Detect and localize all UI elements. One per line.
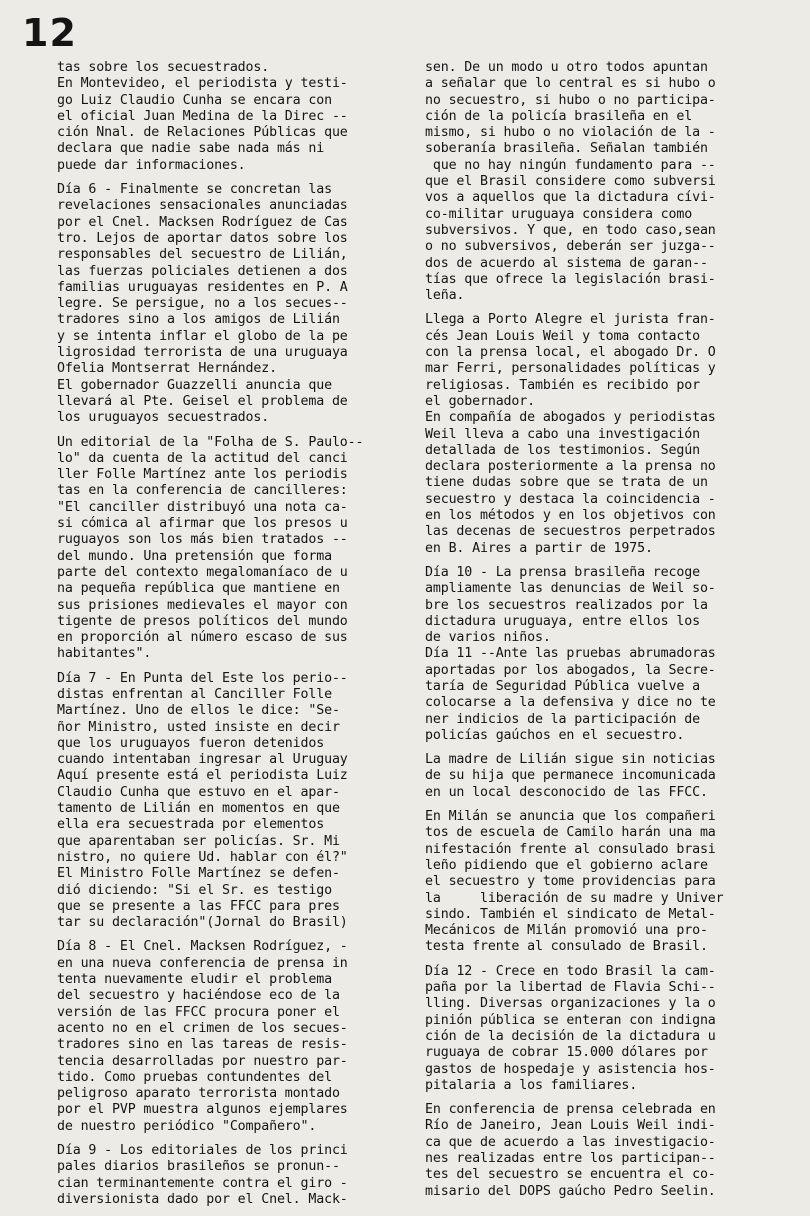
- text-line: bre los secuestros realizados por la: [425, 597, 708, 613]
- text-line: Un editorial de la "Folha de S. Paulo--: [57, 434, 364, 450]
- text-line: Mecánicos de Milán promovió una pro-: [425, 923, 708, 939]
- text-line: En Montevideo, el periodista y testi-: [57, 76, 348, 92]
- text-line: ñor Ministro, usted insiste en decir: [57, 719, 340, 735]
- text-line: de varios niños.: [425, 630, 551, 646]
- text-line: Día 9 - Los editoriales de los princi: [57, 1143, 348, 1158]
- text-line: tigente de presos políticos del mundo: [57, 613, 348, 629]
- text-line: revelaciones sensacionales anunciadas: [57, 198, 348, 214]
- text-line: los uruguayos secuestrados.: [57, 410, 270, 426]
- text-line: ruguayos son los más bien tratados --: [57, 532, 348, 548]
- text-line: ción de la policía brasileña en el: [425, 108, 693, 124]
- text-line: paña por la libertad de Flavia Schi--: [425, 980, 716, 996]
- text-line: en proporción al número escaso de sus: [57, 630, 348, 646]
- text-line: cuando intentaban ingresar al Uruguay: [57, 752, 348, 768]
- text-line: pales diarios brasileños se pronun--: [57, 1159, 340, 1175]
- text-line: versión de las FFCC procura poner el: [57, 1004, 340, 1020]
- text-line: distas enfrentan al Canciller Folle: [57, 686, 332, 702]
- paragraph: [425, 964, 770, 1094]
- text-line: tiene dudas sobre que se trata de un: [425, 475, 708, 491]
- text-line: El Ministro Folle Martínez se defen-: [57, 866, 340, 882]
- text-line: taría de Seguridad Pública vuelve a: [425, 678, 700, 694]
- paragraph: [57, 60, 395, 174]
- text-line: que los uruguayos fueron detenidos: [57, 735, 325, 751]
- text-line: sen. De un modo u otro todos apuntan: [425, 60, 708, 75]
- text-line: por el Cnel. Macksen Rodríguez de Cas: [57, 214, 348, 230]
- text-line: tes del secuestro se encuentra el co-: [425, 1167, 716, 1183]
- text-line: El gobernador Guazzelli anuncia que: [57, 377, 332, 393]
- text-line: en un local desconocido de las FFCC.: [425, 784, 708, 800]
- text-line: en los métodos y en los objetivos con: [425, 508, 716, 524]
- text-line: La madre de Lilián sigue sin noticias: [425, 752, 716, 768]
- text-line: nifestación frente al consulado brasi: [425, 841, 716, 857]
- text-line: ner indicios de la participación de: [425, 711, 700, 727]
- text-line: tar su declaración"(Jornal do Brasil): [57, 915, 348, 931]
- text-line: Claudio Cunha que estuvo en el apar-: [57, 784, 340, 800]
- text-line: tas sobre los secuestrados.: [57, 60, 270, 75]
- text-line: diversionista dado por el Cnel. Mack-: [57, 1191, 348, 1207]
- text-line: lling. Diversas organizaciones y la o: [425, 996, 716, 1012]
- text-line: mismo, si hubo o no violación de la -: [425, 125, 716, 141]
- text-line: colocarse a la defensiva y dice no te: [425, 695, 716, 711]
- text-line: testa frente al consulado de Brasil.: [425, 939, 708, 955]
- text-line: na pequeña república que mantiene en: [57, 581, 340, 597]
- text-line: gastos de hospedaje y asistencia hos-: [425, 1061, 716, 1077]
- text-line: puede dar informaciones.: [57, 157, 246, 173]
- text-line: ca que de acuerdo a las investigacio-: [425, 1134, 716, 1150]
- text-line: tías que ofrece la legislación brasi-: [425, 271, 716, 287]
- text-line: ción Nnal. de Relaciones Públicas que: [57, 125, 348, 141]
- text-line: sus prisiones medievales el mayor con: [57, 597, 348, 613]
- text-line: tido. Como pruebas contundentes del: [57, 1069, 332, 1085]
- text-line: responsables del secuestro de Lilián,: [57, 247, 348, 263]
- text-line: cés Jean Louis Weil y toma contacto: [425, 328, 700, 344]
- text-line: Día 11 --Ante las pruebas abrumadoras: [425, 646, 716, 662]
- text-line: cian terminantemente contra el giro -: [57, 1175, 348, 1191]
- paragraph: [57, 182, 395, 426]
- text-line: sindo. También el sindicato de Metal-: [425, 906, 716, 922]
- text-line: ella era secuestrada por elementos: [57, 817, 325, 833]
- left-column: [57, 60, 395, 1216]
- paragraph: [425, 1102, 770, 1200]
- page-number: 12: [22, 11, 77, 55]
- paragraph: [57, 939, 395, 1135]
- paragraph: [425, 565, 770, 744]
- text-line: parte del contexto megalomaníaco de u: [57, 564, 348, 580]
- text-line: leña.: [425, 288, 465, 304]
- paragraph: [425, 752, 770, 801]
- text-line: nistro, no quiere Ud. hablar con él?": [57, 849, 348, 865]
- text-line: policías gaúchos en el secuestro.: [425, 727, 685, 743]
- text-line: ligrosidad terrorista de una uruguaya: [57, 345, 348, 361]
- text-line: Llega a Porto Alegre el jurista fran-: [425, 312, 716, 328]
- text-line: el oficial Juan Medina de la Direc --: [57, 108, 348, 124]
- text-line: el gobernador.: [425, 393, 535, 409]
- text-line: peligroso aparato terrorista montado: [57, 1086, 340, 1102]
- text-line: declara posteriormente a la prensa no: [425, 459, 716, 475]
- text-line: detallada de los testimonios. Según: [425, 442, 700, 458]
- text-line: declara que nadie sabe nada más ni: [57, 141, 325, 157]
- text-line: tenta nuevamente eludir el problema: [57, 972, 332, 988]
- text-line: Weil lleva a cabo una investigación: [425, 426, 700, 442]
- text-line: Día 7 - En Punta del Este los perio--: [57, 670, 348, 686]
- text-line: de su hija que permanece incomunicada: [425, 768, 716, 784]
- text-line: pinión pública se enteran con indigna: [425, 1012, 716, 1028]
- paragraph: [57, 671, 395, 932]
- text-line: por el PVP muestra algunos ejemplares: [57, 1102, 348, 1118]
- text-line: Día 6 - Finalmente se concretan las: [57, 182, 332, 198]
- paragraph: [425, 60, 770, 304]
- paragraph: [57, 1143, 395, 1208]
- text-line: soberanía brasileña. Señalan también: [425, 141, 708, 157]
- text-line: tas en la conferencia de cancilleres:: [57, 483, 348, 499]
- text-line: Río de Janeiro, Jean Louis Weil indi-: [425, 1118, 716, 1134]
- text-line: Día 8 - El Cnel. Macksen Rodríguez, -: [57, 939, 348, 955]
- text-line: tro. Lejos de aportar datos sobre los: [57, 230, 348, 246]
- text-line: llevará al Pte. Geisel el problema de: [57, 393, 348, 409]
- text-line: que el Brasil considere como subversi: [425, 174, 716, 190]
- text-line: ller Folle Martínez ante los periodis: [57, 467, 348, 483]
- text-line: del mundo. Una pretensión que forma: [57, 548, 332, 564]
- text-line: Aquí presente está el periodista Luiz: [57, 768, 348, 784]
- right-column: [425, 60, 770, 1208]
- text-line: o no subversivos, deberán ser juzga--: [425, 239, 716, 255]
- text-line: habitantes".: [57, 646, 152, 662]
- text-line: del secuestro y haciéndose eco de la: [57, 988, 340, 1004]
- text-line: legre. Se persigue, no a los secues--: [57, 296, 348, 312]
- text-line: que aparentaban ser policías. Sr. Mi: [57, 833, 340, 849]
- text-line: dictadura uruguaya, entre ellos los: [425, 613, 700, 629]
- text-line: tamento de Lilián en momentos en que: [57, 801, 340, 817]
- text-line: en una nueva conferencia de prensa in: [57, 955, 348, 971]
- text-line: ampliamente las denuncias de Weil so-: [425, 581, 716, 597]
- text-line: con la prensa local, el abogado Dr. O: [425, 345, 716, 361]
- text-line: acento no en el crimen de los secues-: [57, 1020, 348, 1036]
- paragraph: [425, 312, 770, 556]
- text-line: ción de la decisión de la dictadura u: [425, 1028, 716, 1044]
- text-line: tos de escuela de Camilo harán una ma: [425, 825, 716, 841]
- text-line: dió diciendo: "Si el Sr. es testigo: [57, 882, 332, 898]
- text-line: las fuerzas policiales detienen a dos: [57, 263, 348, 279]
- text-line: a señalar que lo central es si hubo o: [425, 76, 716, 92]
- text-line: nes realizadas entre los participan--: [425, 1151, 716, 1166]
- text-line: si cómica al afirmar que los presos u: [57, 516, 348, 532]
- text-line: Día 10 - La prensa brasileña recoge: [425, 564, 700, 580]
- text-line: "El canciller distribuyó una nota ca-: [57, 499, 348, 515]
- text-line: tradores sino en las tareas de resis-: [57, 1037, 348, 1053]
- text-line: aportadas por los abogados, la Secre-: [425, 662, 716, 678]
- text-line: tencia desarrolladas por nuestro par-: [57, 1053, 348, 1069]
- text-line: las decenas de secuestros perpetrados: [425, 524, 716, 540]
- text-line: y se intenta inflar el globo de la pe: [57, 328, 348, 344]
- paragraph: [57, 435, 395, 663]
- text-line: en B. Aires a partir de 1975.: [425, 540, 653, 556]
- text-line: de nuestro periódico "Compañero".: [57, 1118, 317, 1134]
- text-line: subversivos. Y que, en todo caso,sean: [425, 222, 716, 238]
- text-line: co-militar uruguaya considera como: [425, 206, 693, 222]
- text-line: go Luiz Claudio Cunha se encara con: [57, 92, 332, 108]
- text-line: Día 12 - Crece en todo Brasil la cam-: [425, 963, 716, 979]
- text-line: Ofelia Montserrat Hernández.: [57, 361, 277, 377]
- paragraph: [425, 809, 770, 956]
- text-line: lo" da cuenta de la actitud del canci: [57, 450, 348, 466]
- text-line: el secuestro y tome providencias para: [425, 874, 716, 890]
- text-line: que se presente a las FFCC para pres: [57, 898, 340, 914]
- text-line: ruguaya de cobrar 15.000 dólares por: [425, 1045, 708, 1061]
- text-line: En conferencia de prensa celebrada en: [425, 1102, 716, 1118]
- text-line: leño pidiendo que el gobierno aclare: [425, 857, 708, 873]
- text-line: que no hay ningún fundamento para --: [425, 157, 716, 173]
- text-line: familias uruguayas residentes en P. A: [57, 279, 348, 295]
- text-line: vos a aquellos que la dictadura cívi-: [425, 190, 716, 206]
- text-line: En compañía de abogados y periodistas: [425, 410, 716, 426]
- text-line: dos de acuerdo al sistema de garan--: [425, 255, 708, 271]
- text-line: la liberación de su madre y Univer: [425, 890, 724, 906]
- text-line: En Milán se anuncia que los compañeri: [425, 809, 716, 825]
- text-line: no secuestro, si hubo o no participa-: [425, 92, 716, 108]
- text-line: misario del DOPS gaúcho Pedro Seelin.: [425, 1183, 716, 1199]
- text-line: tradores sino a los amigos de Lilián: [57, 312, 340, 328]
- text-line: pitalaria a los familiares.: [425, 1077, 638, 1093]
- text-line: religiosas. También es recibido por: [425, 377, 700, 393]
- text-line: secuestro y destaca la coincidencia -: [425, 491, 716, 507]
- text-line: Martínez. Uno de ellos le dice: "Se-: [57, 703, 340, 719]
- text-line: mar Ferri, personalidades políticas y: [425, 361, 716, 377]
